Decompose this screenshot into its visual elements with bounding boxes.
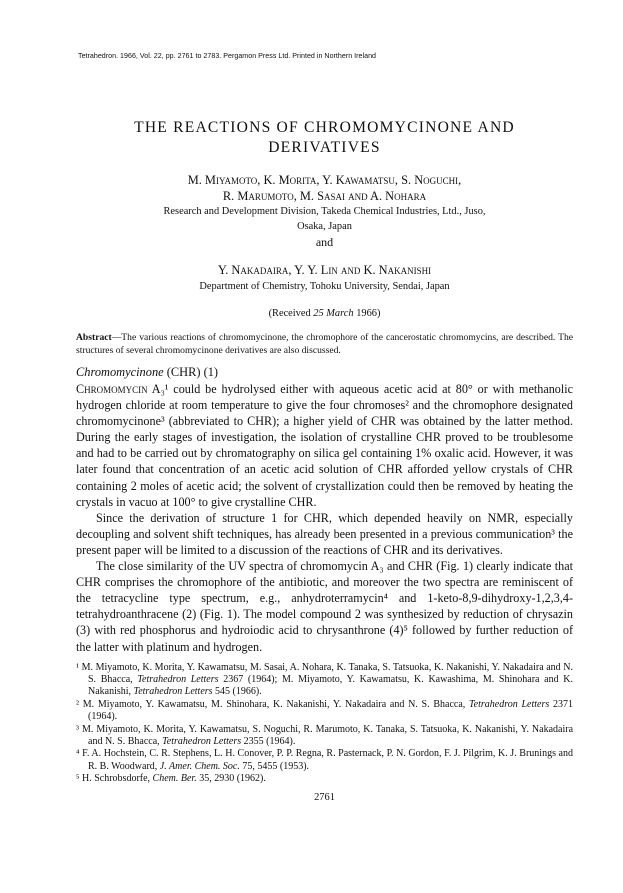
journal-header: Tetrahedron. 1966, Vol. 22, pp. 2761 to 2783. Pergamon Press Ltd. Printed in Northern Ireland	[78, 52, 377, 60]
authors-line-1: M. Miyamoto, K. Morita, Y. Kawamatsu, S. Noguchi,	[187, 173, 462, 187]
section-suffix: (CHR) (1)	[163, 365, 219, 379]
paragraph-1	[76, 381, 573, 510]
footnote-3: ³ M. Miyamoto, K. Morita, Y. Kawamatsu, S. Noguchi, R. Marumoto, K. Tanaka, S. Tatsuoka, K. Nakanishi, Y. Nakadaira and N. S. Bhacca, Tetrahedron Letters 2355 (1964).	[76, 723, 574, 748]
received-date	[76, 308, 573, 319]
received-prefix: (Received	[268, 308, 314, 319]
title-line-2: DERIVATIVES	[268, 139, 381, 156]
paragraph-3: The close similarity of the UV spectra of chromomycin A₃ and CHR (Fig. 1) clearly indicate that CHR comprises the chromophore of the antibiotic, and moreover the two spectra are reminiscent of the tetracycline type spectrum, e.g., anhydroterramycin⁴ and 1-keto-8,9-dihydroxy-1,2,3,4-tetrahydroanthracene (2) (Fig. 1). The model compound 2 was synthesized by reduction of chrysazin (3) with red phosphorus and hydroiodic acid to chrysanthrone (4)⁵ followed by further reduction of the latter with platinum and hydrogen.	[76, 559, 573, 654]
paper-title	[76, 118, 573, 158]
affiliation-1-line-2: Osaka, Japan	[297, 221, 352, 232]
abstract	[76, 332, 573, 357]
authors-line-2: R. Marumoto, M. Sasai and A. Nohara	[222, 189, 427, 203]
abstract-label: Abstract	[76, 332, 112, 343]
section-title: Chromomycinone	[76, 365, 164, 379]
section-heading	[76, 364, 573, 381]
affiliation-2: Department of Chemistry, Tohoku University, Sendai, Japan	[199, 281, 450, 292]
author-list-2: Y. Nakadaira, Y. Y. Lin and K. Nakanishi	[217, 263, 432, 277]
title-line-1: THE REACTIONS OF CHROMOMYCINONE AND	[134, 119, 515, 136]
affiliation-1-line-1: Research and Development Division, Takeda Chemical Industries, Ltd., Juso,	[163, 206, 486, 217]
footnote-4: ⁴ F. A. Hochstein, C. R. Stephens, L. H. Conover, P. P. Regna, R. Pasternack, P. N. Gordon, F. J. Pilgrim, K. J. Brunings and R. B. Woodward, J. Amer. Chem. Soc. 75, 5455 (1953).	[76, 748, 573, 772]
footnote-2: ² M. Miyamoto, Y. Kawamatsu, M. Shinohara, K. Nakanishi, Y. Nakadaira and N. S. Bhacca, Tetrahedron Letters 2371 (1964).	[76, 698, 574, 723]
author-list-1	[76, 172, 573, 204]
abstract-text: —The various reactions of chromomycinone, the chromophore of the cancerostatic chromomycins, are described. The structures of several chromomycinone derivatives are also discussed.	[76, 332, 573, 356]
paragraph-1-text: A₃¹ could be hydrolysed either with aqueous acetic acid at 80° or with methanolic hydrogen chloride at room temperature to give the four chromoses² and the chromophore designated chromomycinone³ (abbreviated to CHR); a higher yield of CHR was obtained by the latter method. During the early stages of investigation, the isolation of crystalline CHR proved to be troublesome and had to be carried out by chromatography on silica gel containing 1% oxalic acid. However, it was later found that concentration of an acetic acid solution of CHR afforded yellow crystals of CHR containing 2 moles of acetic acid; the solvent of crystallization could then be removed by heating the crystals in vacuo at 100° to give crystalline CHR.	[76, 382, 573, 509]
footnotes	[76, 662, 573, 786]
paragraph-2: Since the derivation of structure 1 for CHR, which depended heavily on NMR, especially decoupling and solvent shift techniques, has already been presented in a previous communication³ the present paper will be limited to a discussion of the reactions of CHR and its derivatives.	[76, 510, 573, 557]
paragraph-1-lead: Chromomycin	[76, 382, 148, 396]
received-suffix: 1966)	[353, 308, 381, 319]
received-date-value: 25 March	[313, 308, 354, 319]
body-text	[76, 381, 573, 655]
footnote-5: ⁵ H. Schrobsdorfe, Chem. Ber. 35, 2930 (1962).	[76, 773, 266, 785]
footnote-1: ¹ M. Miyamoto, K. Morita, Y. Kawamatsu, M. Sasai, A. Nohara, K. Tanaka, S. Tatsuoka, K. Nakanishi, Y. Nakadaira and N. S. Bhacca, Tetrahedron Letters 2367 (1964); M. Miyamoto, Y. Kawamatsu, K. Kawashima, M. Shinohara and K. Nakanishi, Tetrahedron Letters 545 (1966).	[76, 661, 574, 698]
and-separator: and	[315, 235, 334, 249]
page-number: 2761	[314, 791, 335, 803]
affiliation-1	[76, 204, 573, 234]
